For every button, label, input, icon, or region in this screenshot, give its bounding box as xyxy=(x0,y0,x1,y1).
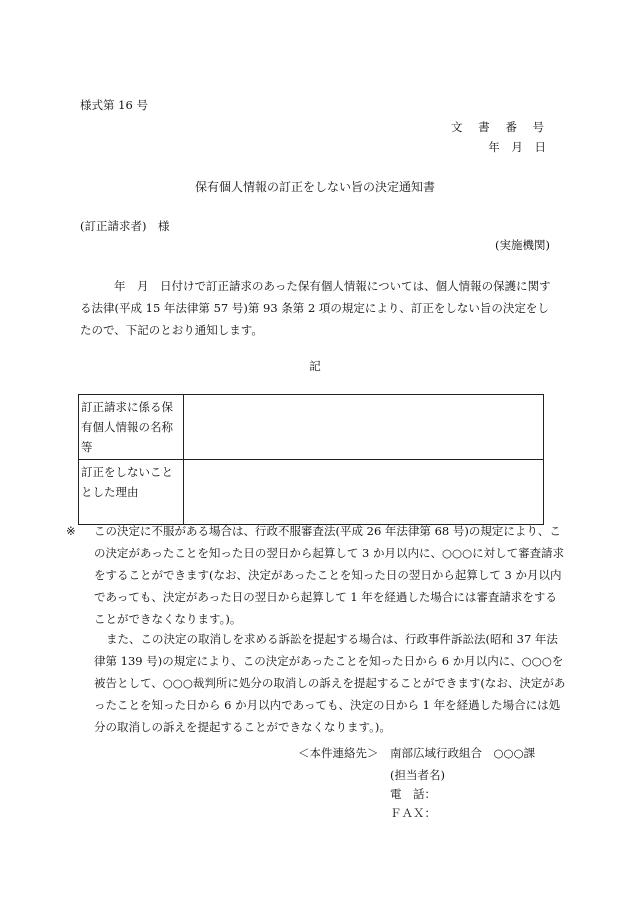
row-label: 訂正請求に係る保有個人情報の名称等 xyxy=(79,395,184,460)
issuing-agency: (実施機関) xyxy=(495,238,550,252)
row-value xyxy=(184,395,544,460)
notice-body: 年 月 日付けで訂正請求のあった保有個人情報については、個人情報の保護に関する法律(平成 15 年法律第 57 号)第 93 条第 2 項の規定により、訂正をしない旨の決定をしたので、下記のとおり通知します。 xyxy=(80,279,551,337)
form-number: 様式第 16 号 xyxy=(80,98,148,112)
table-row xyxy=(79,460,544,525)
document-number: 文 書 番 号 xyxy=(451,120,550,134)
contact-heading: ＜本件連絡先＞ 南部広域行政組合 ○○○課 xyxy=(298,746,536,760)
issue-date: 年 月 日 xyxy=(488,140,550,154)
table-row xyxy=(79,395,544,460)
contact-fax: ＦＡＸ： xyxy=(390,806,436,820)
row-label: 訂正をしないこととした理由 xyxy=(79,460,184,525)
contact-phone: 電 話： xyxy=(390,787,436,801)
lawsuit-note: また、この決定の取消しを求める訴訟を提起する場合は、行政事件訴訟法(昭和 37 年法律第 139 号)の規定により、この決定があったことを知った日から 6 か月以内に、○○○を被告として、○○○裁判所に処分の取消しの訴えを提起することができます(なお、決定があったことを知った日から 6 か月以内であっても、決定の日から 1 年を経過した場合には処分の取消しの訴えを提起することができなくなります。)。 xyxy=(94,632,566,734)
ki-heading: 記 xyxy=(309,359,321,373)
row-value xyxy=(184,460,544,525)
record-table xyxy=(78,394,544,525)
note-mark: ※ xyxy=(66,524,76,538)
document-title: 保有個人情報の訂正をしない旨の決定通知書 xyxy=(194,180,435,194)
appeal-note-text: この決定に不服がある場合は、行政不服審査法(平成 26 年法律第 68 号)の規定により、この決定があったことを知った日の翌日から起算して 3 か月以内に、○○○に対して審査請求をすることができます(なお、決定があったことを知った日の翌日から起算して 3 か月以内であっても、決定があった日の翌日から起算して 1 年を経過した場合には審査請求をすることができなくなります。)。 xyxy=(94,524,565,626)
addressee: (訂正請求者) 様 xyxy=(80,219,170,233)
contact-person: (担当者名) xyxy=(390,768,445,782)
appeal-note xyxy=(66,520,566,630)
